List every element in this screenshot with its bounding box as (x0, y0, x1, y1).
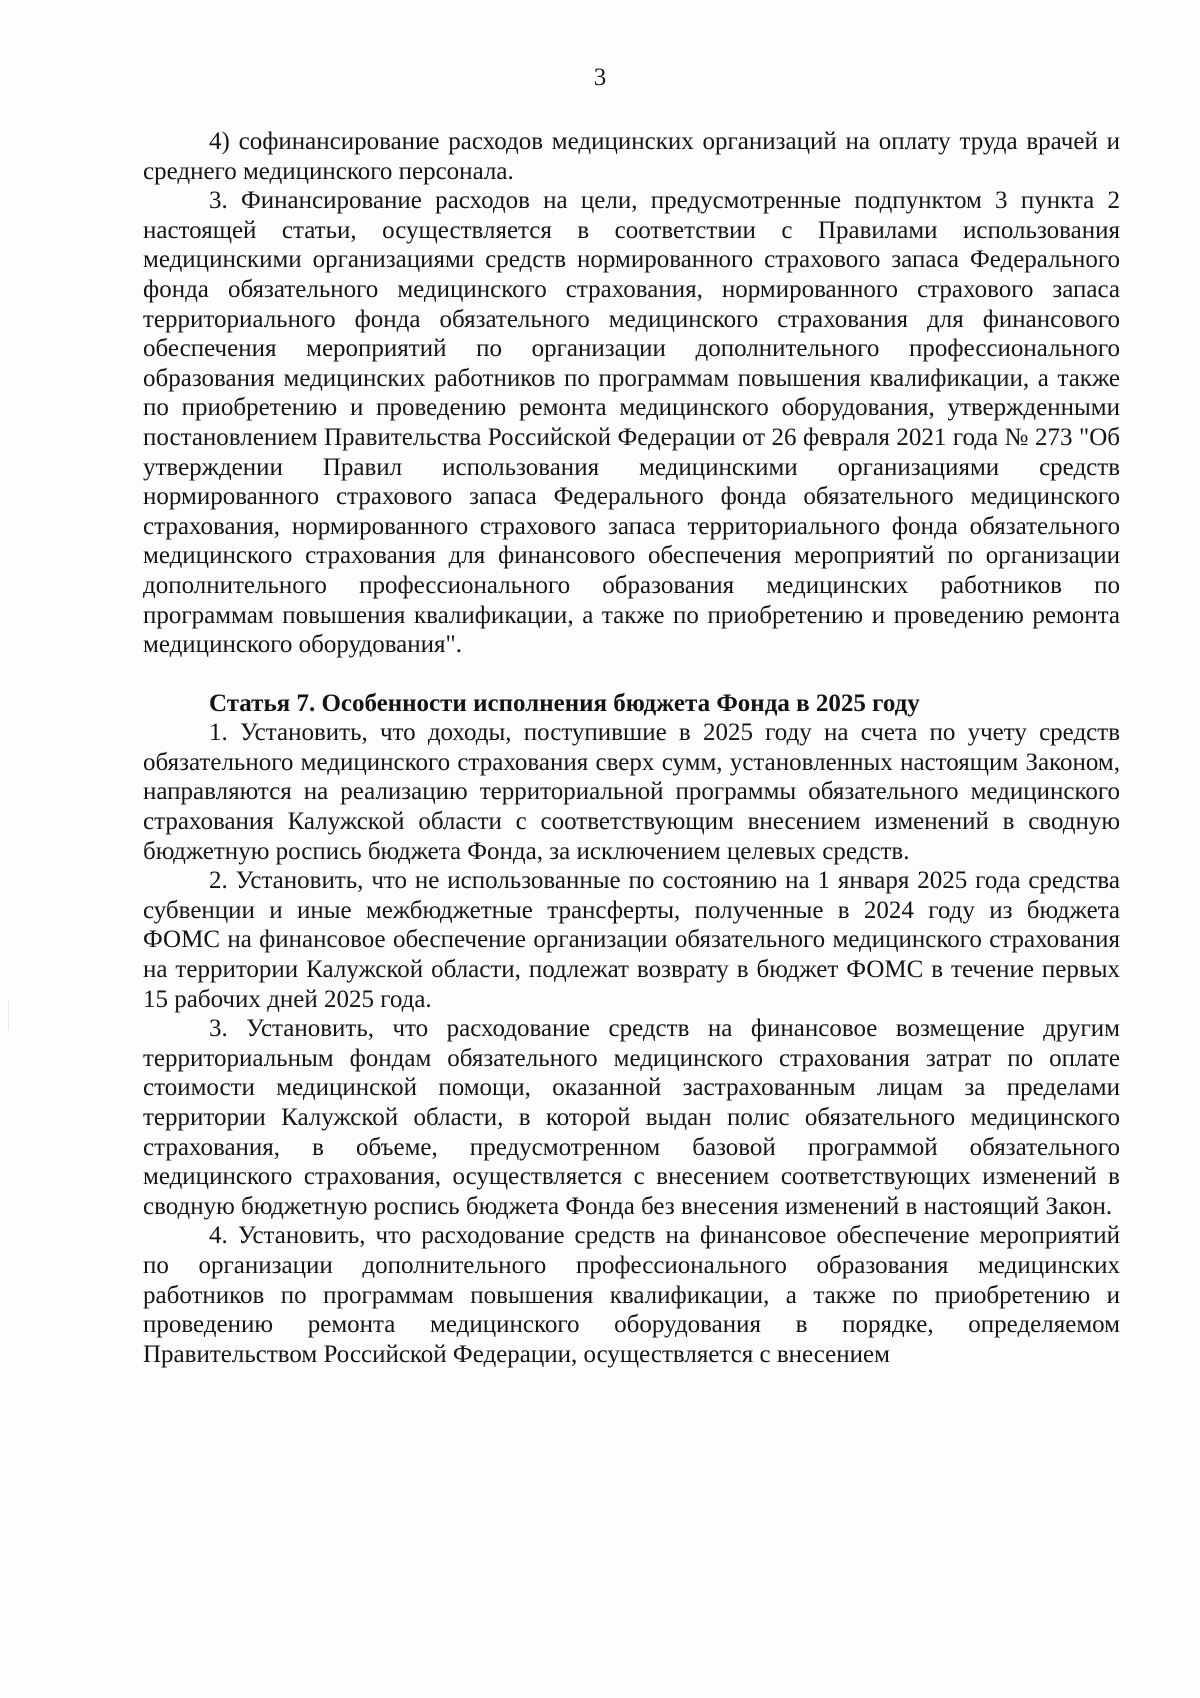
page-number: 3 (593, 64, 607, 91)
article-paragraph-1: 1. Установить, что доходы, поступившие в 2025 году на счета по учету средств обязательного медицинского страхования сверх сумм, установленных настоящим Законом, направляются на реализацию территориальной программы обязательного медицинского страхования Калужской области с соответствующим внесением изменений в сводную бюджетную роспись бюджета Фонда, за исключением целевых средств. (143, 719, 1120, 865)
article-paragraph-3: 3. Установить, что расходование средств на финансовое возмещение другим территориальным фондам обязательного медицинского страхования затрат по оплате стоимости медицинской помощи, оказанной застрахованным лицам за пределами территории Калужской области, в которой выдан полис обязательного медицинского страхования, в объеме, предусмотренном базовой программой обязательного медицинского страхования, осуществляется с внесением соответствующих изменений в сводную бюджетную роспись бюджета Фонда без внесения изменений в настоящий Закон. (143, 1015, 1120, 1220)
document-body (143, 127, 1120, 1369)
article-paragraph-2: 2. Установить, что не использованные по состоянию на 1 января 2025 года средства субвенции и иные межбюджетные трансферты, полученные в 2024 году из бюджета ФОМС на финансовое обеспечение организации обязательного медицинского страхования на территории Калужской области, подлежат возврату в бюджет ФОМС в течение первых 15 рабочих дней 2025 года. (143, 867, 1120, 1013)
paragraph-item-4: 4) софинансирование расходов медицинских организаций на оплату труда врачей и среднего медицинского персонала. (143, 128, 1120, 185)
article-heading: Статья 7. Особенности исполнения бюджета Фонда в 2025 году (209, 689, 920, 717)
scan-margin-mark (8, 1000, 9, 1030)
article-paragraph-4: 4. Установить, что расходование средств на финансовое обеспечение мероприятий по организации дополнительного профессионального образования медицинских работников по программам повышения квалификации, а также по приобретению и проведению ремонта медицинского оборудования в порядке, определяемом Правительством Российской Федерации, осуществляется с внесением (143, 1222, 1120, 1368)
paragraph-point-3: 3. Финансирование расходов на цели, предусмотренные подпунктом 3 пункта 2 настоящей статьи, осуществляется в соответствии с Правилами использования медицинскими организациями средств нормированного страхового запаса Федерального фонда обязательного медицинского страхования, нормированного страхового запаса территориального фонда обязательного медицинского страхования для финансового обеспечения мероприятий по организации дополнительного профессионального образования медицинских работников по программам повышения квалификации, а также по приобретению и проведению ремонта медицинского оборудования, утвержденными постановлением Правительства Российской Федерации от 26 февраля 2021 года № 273 "Об утверждении Правил использования медицинскими организациями средств нормированного страхового запаса Федерального фонда обязательного медицинского страхования, нормированного страхового запаса территориального фонда обязательного медицинского страхования для финансового обеспечения мероприятий по организации дополнительного профессионального образования медицинских работников по программам повышения квалификации, а также по приобретению и проведению ремонта медицинского оборудования". (143, 187, 1120, 659)
